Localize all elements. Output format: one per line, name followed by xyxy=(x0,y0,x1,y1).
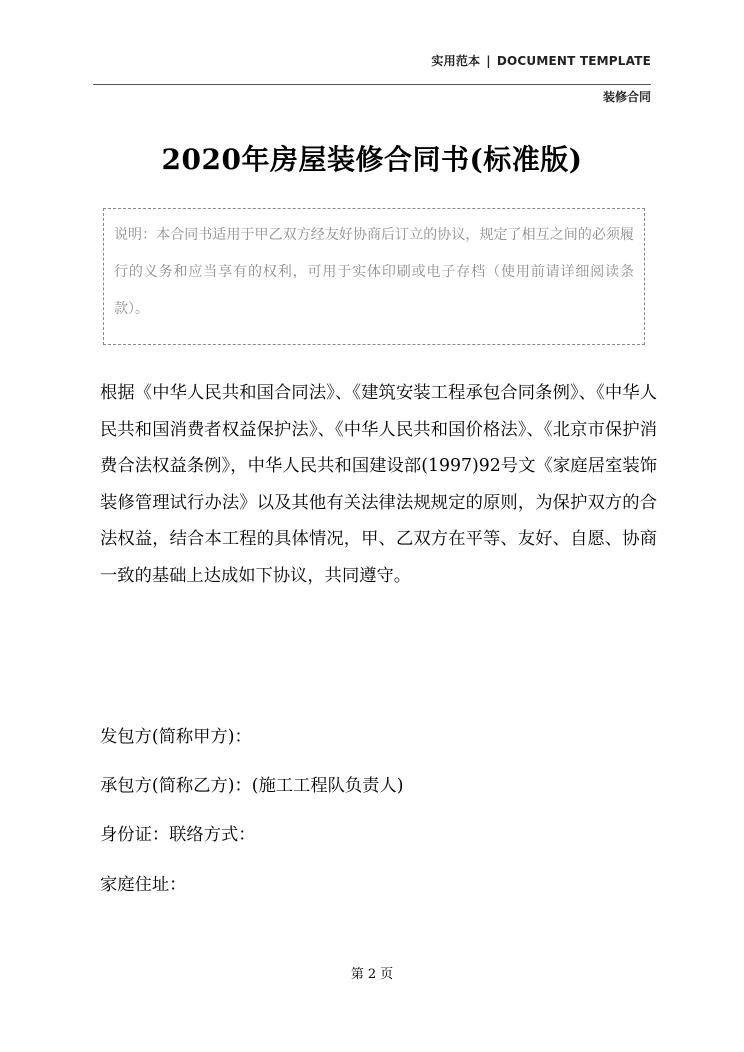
home-address-field: 家庭住址： xyxy=(100,875,187,895)
header-label xyxy=(431,52,651,69)
page-suffix: 页 xyxy=(380,967,394,982)
party-b-field: 承包方(简称乙方)：(施工工程队负责人) xyxy=(100,776,404,796)
template-label: DOCUMENT TEMPLATE xyxy=(496,54,651,68)
description-note: 说明：本合同书适用于甲乙双方经友好协商后订立的协议，规定了相互之间的必须履行的义务和应当享有的权利，可用于实体印刷或电子存档（使用前请详细阅读条款）。 xyxy=(103,208,645,345)
page-number-value: 2 xyxy=(367,967,377,982)
party-a-field: 发包方(简称甲方)： xyxy=(100,727,252,747)
id-contact-field: 身份证：联络方式： xyxy=(100,825,256,845)
header-divider xyxy=(93,84,651,85)
intro-paragraph: 根据《中华人民共和国合同法》、《建筑安装工程承包合同条例》、《中华人民共和国消费者权益保护法》、《中华人民共和国价格法》、《北京市保护消费合法权益条例》，中华人民共和国建设部(1997)92号文《家庭居室装饰装修管理试行办法》以及其他有关法律法规规定的原则，为保护双方的合法权益，结合本工程的具体情况，甲、乙双方在平等、友好、自愿、协商一致的基础上达成如下协议，共同遵守。 xyxy=(100,383,657,586)
category-label: 装修合同 xyxy=(602,90,651,104)
page-prefix: 第 xyxy=(350,967,364,982)
document-title: 2020年房屋装修合同书(标准版) xyxy=(161,143,583,176)
header-separator: | xyxy=(486,54,491,68)
page-number xyxy=(0,963,744,982)
series-label: 实用范本 xyxy=(431,54,481,68)
